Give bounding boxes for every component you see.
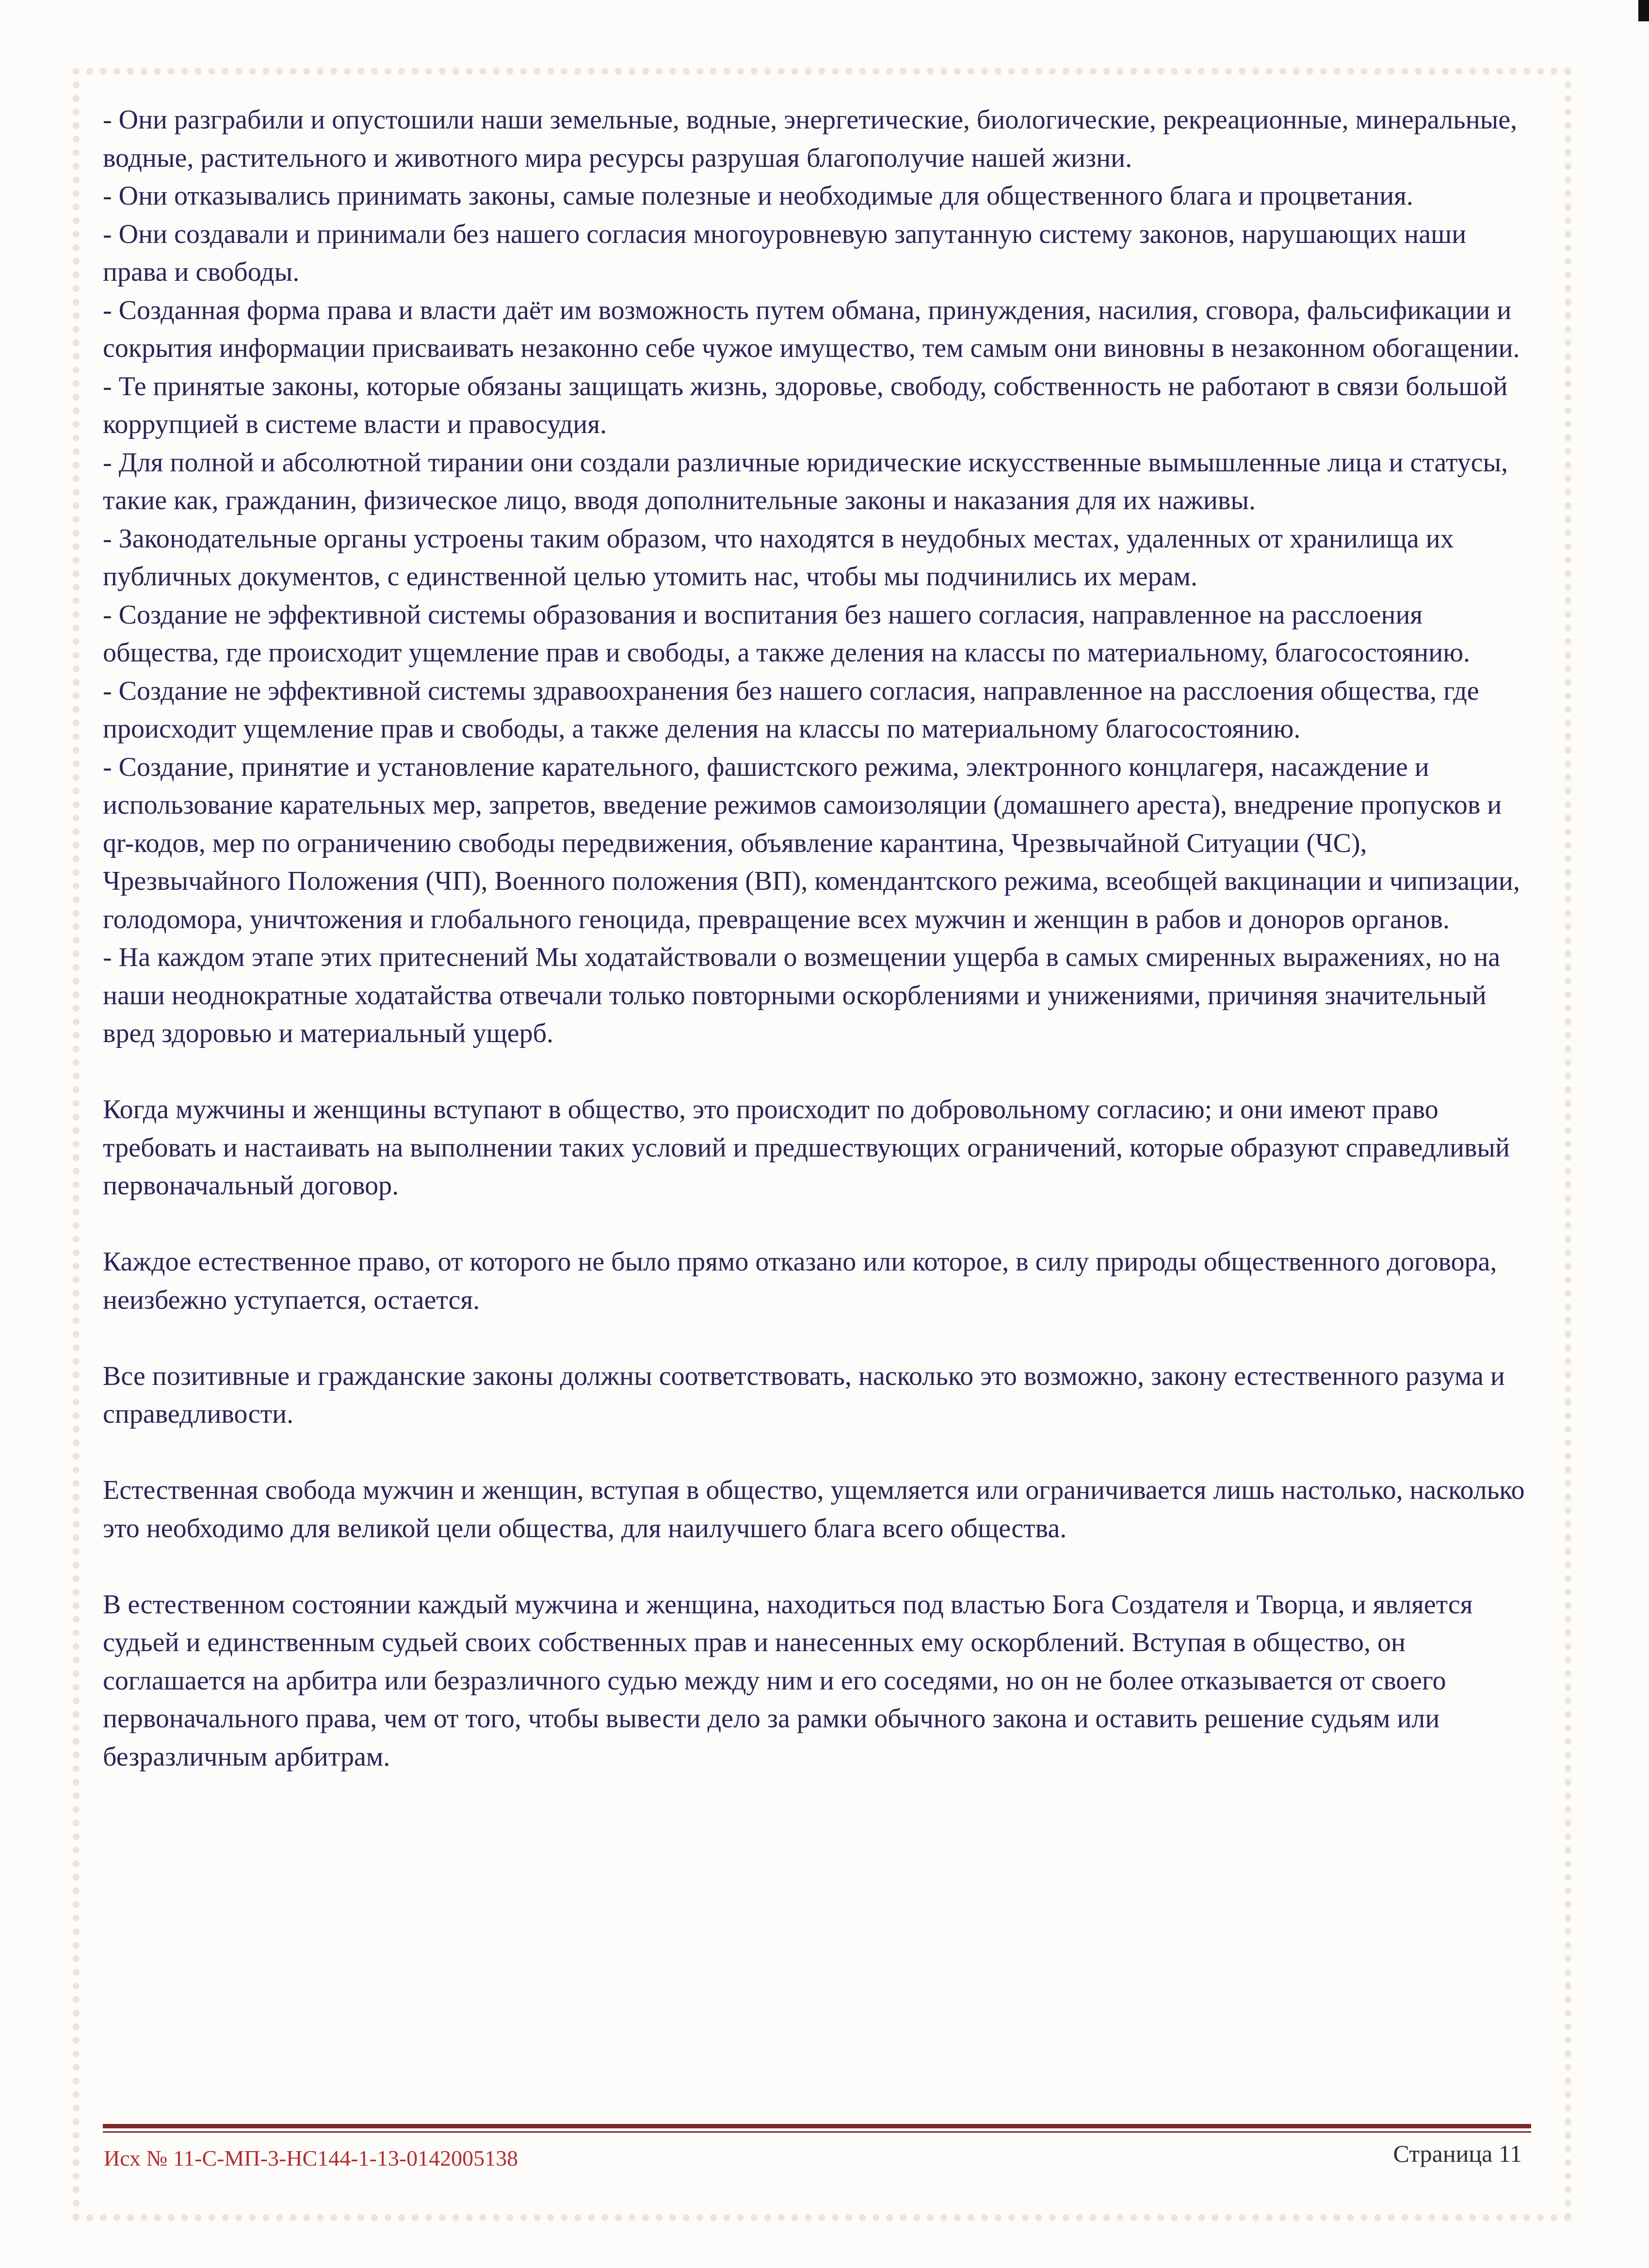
body-paragraph: - Создание, принятие и установление карательного, фашистского режима, электронного концлагеря, насаждение и использование карательных мер, запретов, введение режимов самоизоляции (домашнего ареста), внедрение пропусков и qr-кодов, мер по ограничению свободы передвижения, объявление карантина, Чрезвычайной Ситуации (ЧС), Чрезвычайного Положения (ЧП), Военного положения (ВП), комендантского режима, всеобщей вакцинации и чипизации, голодомора, уничтожения и глобального геноцида, превращение всех мужчин и женщин в рабов и доноров органов. [103, 752, 1520, 934]
body-paragraph: Когда мужчины и женщины вступают в общество, это происходит по добровольному согласию; и они имеют право требовать и настаивать на выполнении таких условий и предшествующих ограничений, которые образуют справедливый первоначальный договор. [103, 1094, 1510, 1201]
scan-edge-mark [1638, 0, 1649, 21]
body-paragraph: В естественном состоянии каждый мужчина и женщина, находиться под властью Бога Создателя и Творца, и является судьей и единственным судьей своих собственных прав и нанесенных ему оскорблений. Вступая в общество, он соглашается на арбитра или безразличного судью между ним и его соседями, но он не более отказывается от своего первоначального права, чем от того, чтобы вывести дело за рамки обычного закона и оставить решение судьям или безразличным арбитрам. [103, 1589, 1473, 1772]
footer-rule-thin [103, 2131, 1531, 2133]
body-paragraph: - Они создавали и принимали без нашего согласия многоуровневую запутанную систему законов, нарушающих наши права и свободы. [103, 219, 1467, 287]
paragraph-spacer [103, 1319, 1529, 1357]
body-paragraph: - Законодательные органы устроены таким образом, что находятся в неудобных местах, удаленных от хранилища их публичных документов, с единственной целью утомить нас, чтобы мы подчинились их мерам. [103, 523, 1454, 592]
body-paragraph: - Созданная форма права и власти даёт им возможность путем обмана, принуждения, насилия, сговора, фальсификации и сокрытия информации присваивать незаконно себе чужое имущество, тем самым они виновны в незаконном обогащении. [103, 295, 1520, 363]
body-paragraph: - Те принятые законы, которые обязаны защищать жизнь, здоровье, свободу, собственность не работают в связи большой коррупцией в системе власти и правосудия. [103, 371, 1508, 439]
body-paragraph: - Для полной и абсолютной тирании они создали различные юридические искусственные вымышленные лица и статусы, такие как, гражданин, физическое лицо, вводя дополнительные законы и наказания для их наживы. [103, 447, 1508, 515]
paragraph-spacer [103, 1433, 1529, 1472]
document-body [103, 101, 1529, 1776]
body-paragraph: Все позитивные и гражданские законы должны соответствовать, насколько это возможно, закону естественного разума и справедливости. [103, 1361, 1505, 1429]
body-paragraph: - Создание не эффективной системы здравоохранения без нашего согласия, направленное на расслоения общества, где происходит ущемление прав и свободы, а также деления на классы по материальному благосостоянию. [103, 676, 1479, 744]
paragraph-spacer [103, 1547, 1529, 1586]
document-reference-number: Исх № 11-С-МП-3-НС144-1-13-0142005138 [104, 2146, 518, 2171]
body-paragraph: - Они разграбили и опустошили наши земельные, водные, энергетические, биологические, рекреационные, минеральные, водные, растительного и животного мира ресурсы разрушая благополучие нашей жизни. [103, 105, 1518, 173]
footer-rule-thick [103, 2124, 1531, 2128]
body-paragraph: - Они отказывались принимать законы, самые полезные и необходимые для общественного блага и процветания. [103, 181, 1413, 211]
body-paragraph: Каждое естественное право, от которого не было прямо отказано или которое, в силу природы общественного договора, неизбежно уступается, остается. [103, 1247, 1497, 1315]
paragraph-spacer [103, 1053, 1529, 1091]
body-paragraph: - Создание не эффективной системы образования и воспитания без нашего согласия, направленное на расслоения общества, где происходит ущемление прав и свободы, а также деления на классы по материальному, благосостоянию. [103, 599, 1471, 668]
body-paragraph: - На каждом этапе этих притеснений Мы ходатайствовали о возмещении ущерба в самых смиренных выражениях, но на наши неоднократные ходатайства отвечали только повторными оскорблениями и унижениями, причиняя значительный вред здоровью и материальный ущерб. [103, 942, 1501, 1048]
body-paragraph: Естественная свобода мужчин и женщин, вступая в общество, ущемляется или ограничивается лишь настолько, насколько это необходимо для великой цели общества, для наилучшего блага всего общества. [103, 1475, 1525, 1544]
page-number: Страница 11 [1393, 2140, 1522, 2167]
paragraph-spacer [103, 1205, 1529, 1243]
